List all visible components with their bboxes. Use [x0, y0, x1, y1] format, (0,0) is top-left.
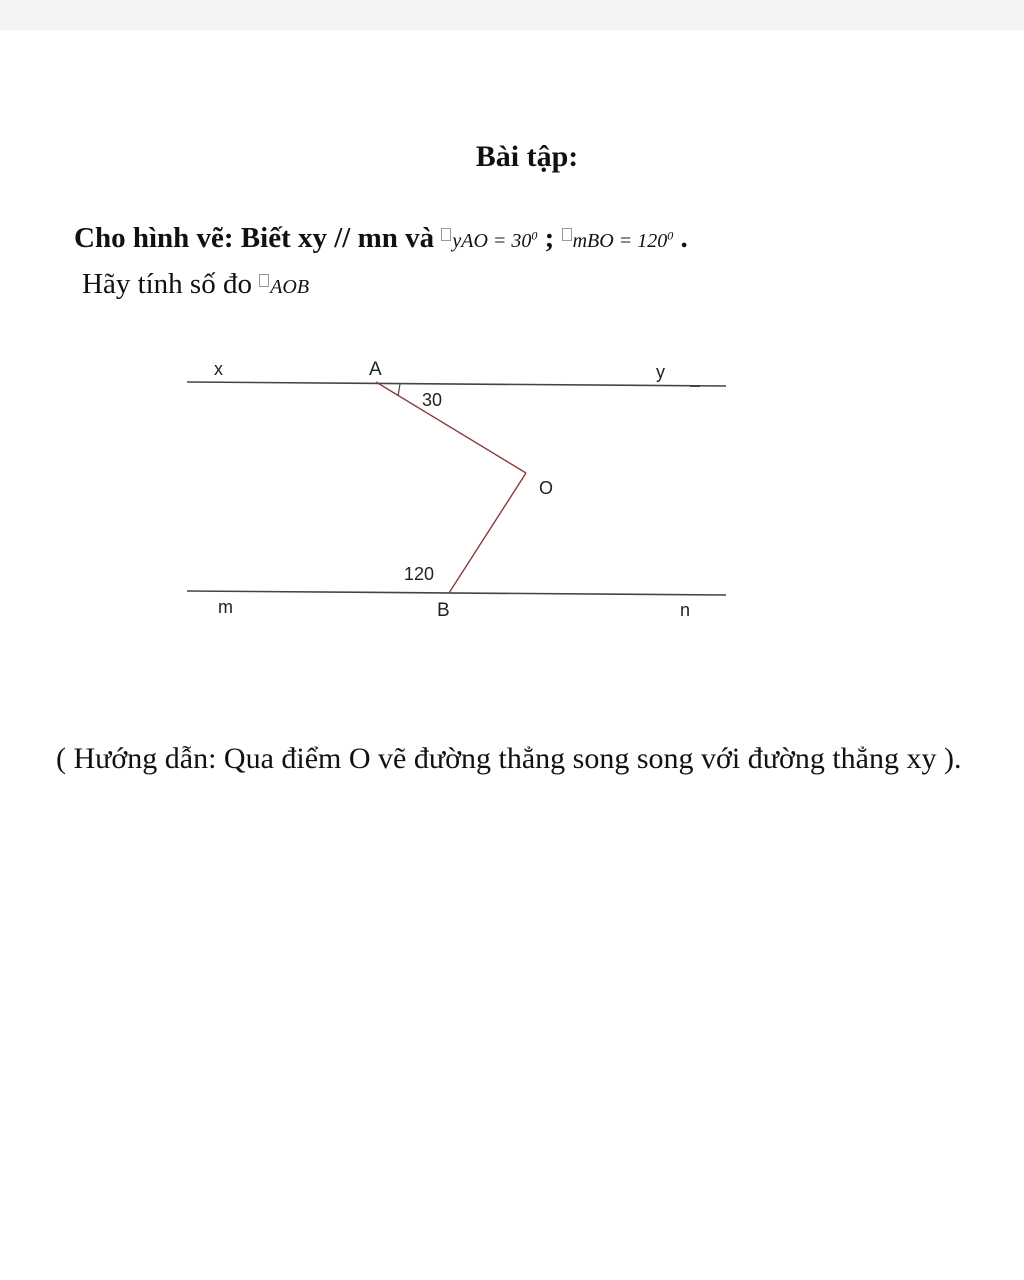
label-o: O — [539, 478, 554, 498]
geometry-figure — [0, 330, 1024, 650]
degree-mark: 0 — [667, 228, 674, 243]
angle-aob-formula — [259, 276, 309, 298]
label-x: x — [214, 359, 223, 379]
angle-yao-formula — [441, 230, 537, 252]
label-m: m — [218, 597, 233, 617]
line-xy — [187, 382, 726, 386]
line-mn — [187, 591, 726, 595]
angle-mbo-equals: = 120 — [613, 230, 668, 252]
exercise-title: Bài tập: — [475, 140, 579, 173]
angle-mbo-name: mBO — [572, 230, 614, 252]
hint-text: ( Hướng dẫn: Qua điểm O vẽ đường thẳng song song với đường thẳng xy ). — [56, 742, 962, 775]
label-n: n — [680, 600, 691, 620]
problem-intro: Cho hình vẽ: Biết xy // mn và — [74, 222, 442, 254]
label-y: y — [656, 362, 665, 382]
degree-mark: 0 — [531, 228, 538, 243]
angle-arc-a — [398, 384, 400, 396]
angle-a-value: 30 — [422, 390, 443, 410]
angle-symbol-icon — [441, 228, 451, 241]
angle-yao-name: yAO — [452, 230, 488, 252]
segment-ob — [449, 473, 526, 593]
question-text: Hãy tính số đo — [82, 268, 260, 300]
label-a: A — [369, 359, 382, 380]
angle-symbol-icon — [562, 228, 572, 241]
label-b: B — [437, 600, 450, 621]
angle-yao-equals: = 30 — [487, 230, 532, 252]
problem-statement — [74, 222, 688, 255]
problem-question — [82, 268, 309, 301]
angle-mbo-formula — [562, 230, 674, 252]
formula-separator: ; — [537, 222, 562, 254]
angle-symbol-icon — [259, 274, 269, 287]
angle-aob-name: AOB — [270, 276, 310, 298]
angle-b-value: 120 — [404, 564, 435, 584]
statement-end: . — [673, 222, 688, 254]
top-status-strip — [0, 0, 1024, 30]
